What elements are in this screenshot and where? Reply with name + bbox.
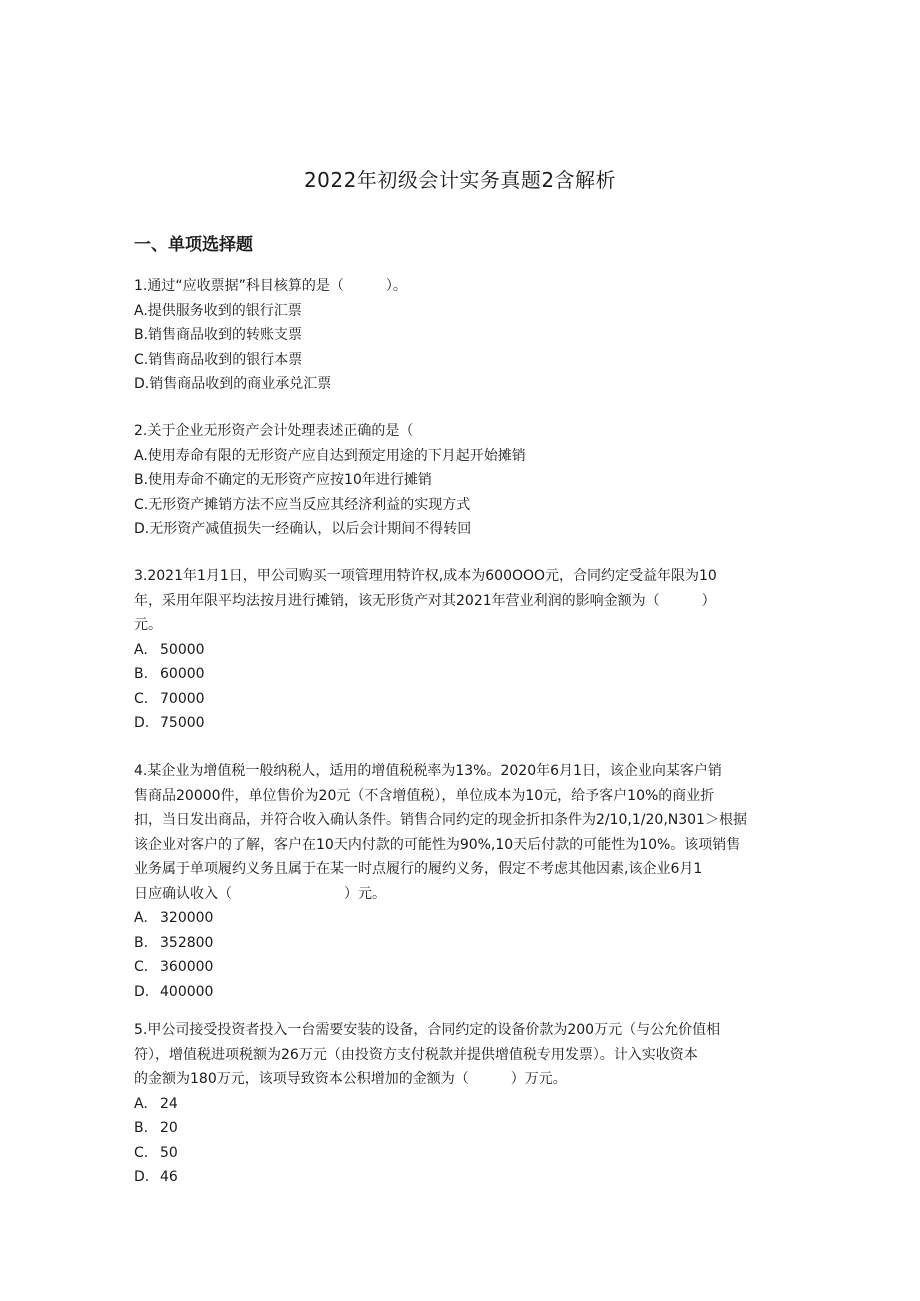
option-letter: A. — [134, 1095, 148, 1112]
option-d — [134, 980, 784, 1005]
option-b — [134, 931, 784, 956]
document-title: 2022年初级会计实务真题2含解析 — [303, 168, 617, 192]
question-stem-line: 扣，当日发出商品，并符合收入确认条件。销售合同约定的现金折扣条件为2/10,1/20,N301＞根据 — [134, 812, 747, 828]
option-value: 75000 — [160, 715, 205, 732]
option-b — [134, 1116, 784, 1141]
option-letter: D. — [134, 983, 150, 1000]
option-letter: A. — [134, 641, 148, 658]
option-b — [134, 662, 784, 687]
option-b: B.使用寿命不确定的无形资产应按10年进行摊销 — [134, 472, 432, 488]
question-1 — [134, 274, 784, 397]
option-d — [134, 1165, 784, 1190]
option-d: D.销售商品收到的商业承兑汇票 — [134, 376, 332, 392]
question-stem-line: 日应确认收入（ ）元。 — [134, 885, 386, 902]
option-letter: B. — [134, 934, 149, 951]
option-c — [134, 955, 784, 980]
question-stem-line: 的金额为180万元，该项导致资本公积增加的金额为（ ）万元。 — [134, 1071, 567, 1087]
option-a — [134, 1092, 784, 1117]
option-letter: B. — [134, 1120, 149, 1137]
option-a — [134, 638, 784, 663]
option-letter: B. — [134, 666, 149, 683]
question-stem-line: 该企业对客户的了解，客户在10天内付款的可能性为90%,10天后付款的可能性为10%。该项销售 — [134, 836, 741, 853]
question-4 — [134, 759, 784, 1004]
option-letter: A. — [134, 910, 148, 926]
question-stem-line: 年，采用年限平均法按月进行摊销，该无形货产对其2021年营业利润的影响金额为（ ） — [134, 592, 716, 609]
option-value: 352800 — [160, 934, 214, 951]
option-c — [134, 687, 784, 712]
question-stem-line: 4.某企业为增值税一般纳税人，适用的增值税税率为13%。2020年6月1日，该企业向某客户销 — [134, 763, 722, 779]
option-value: 400000 — [160, 983, 214, 1000]
option-a: A.提供服务收到的银行汇票 — [134, 302, 302, 319]
question-3 — [134, 564, 784, 736]
option-value: 70000 — [160, 690, 205, 707]
option-letter: C. — [134, 690, 149, 707]
option-letter: C. — [134, 1144, 149, 1161]
question-stem-line: 3.2021年1月1日，甲公司购买一项管理用特许权,成本为600OOO元，合同约定受益年限为10 — [134, 568, 717, 584]
option-value: 46 — [160, 1169, 178, 1186]
question-stem: 1.通过“应收票据”科目核算的是（ ）。 — [134, 278, 407, 294]
section-heading: 一、单项选择题 — [134, 235, 253, 255]
option-letter: D. — [134, 1169, 150, 1186]
option-b: B.销售商品收到的转账支票 — [134, 327, 303, 343]
question-stem-line: 售商品20000件，单位售价为20元（不含增值税），单位成本为10元，给予客户10%的商业折 — [134, 787, 715, 804]
question-stem-line: 元。 — [134, 617, 162, 633]
question-stem-line: 业务属于单项履约义务且属于在某一时点履行的履约义务，假定不考虑其他因素,该企业6月1 — [134, 861, 703, 877]
option-d — [134, 711, 784, 736]
question-stem: 2.关于企业无形资产会计处理表述正确的是（ — [134, 423, 414, 439]
question-2 — [134, 419, 784, 542]
option-a — [134, 906, 784, 931]
option-c — [134, 1141, 784, 1166]
option-value: 20 — [160, 1120, 178, 1137]
option-c: C.销售商品收到的银行本票 — [134, 351, 303, 368]
option-value: 320000 — [160, 910, 214, 926]
question-stem-line: 5.甲公司接受投资者投入一台需要安装的设备，合同约定的设备价款为200万元（与公允价值相 — [134, 1022, 721, 1038]
question-5 — [134, 1018, 784, 1190]
option-value: 360000 — [160, 959, 214, 976]
option-a: A.使用寿命有限的无形资产应自达到预定用途的下月起开始摊销 — [134, 447, 526, 464]
option-value: 50 — [160, 1144, 178, 1161]
option-c: C.无形资产摊销方法不应当反应其经济利益的实现方式 — [134, 496, 471, 513]
option-d: D.无形资产减值损失一经确认，以后会计期间不得转回 — [134, 521, 472, 537]
question-stem-line: 符），增值税进项税额为26万元（由投资方支付税款并提供增值税专用发票）。计入实收资本 — [134, 1046, 698, 1063]
option-value: 60000 — [160, 666, 205, 683]
option-value: 50000 — [160, 641, 205, 658]
option-letter: C. — [134, 959, 149, 976]
option-letter: D. — [134, 715, 150, 732]
option-value: 24 — [160, 1095, 178, 1112]
